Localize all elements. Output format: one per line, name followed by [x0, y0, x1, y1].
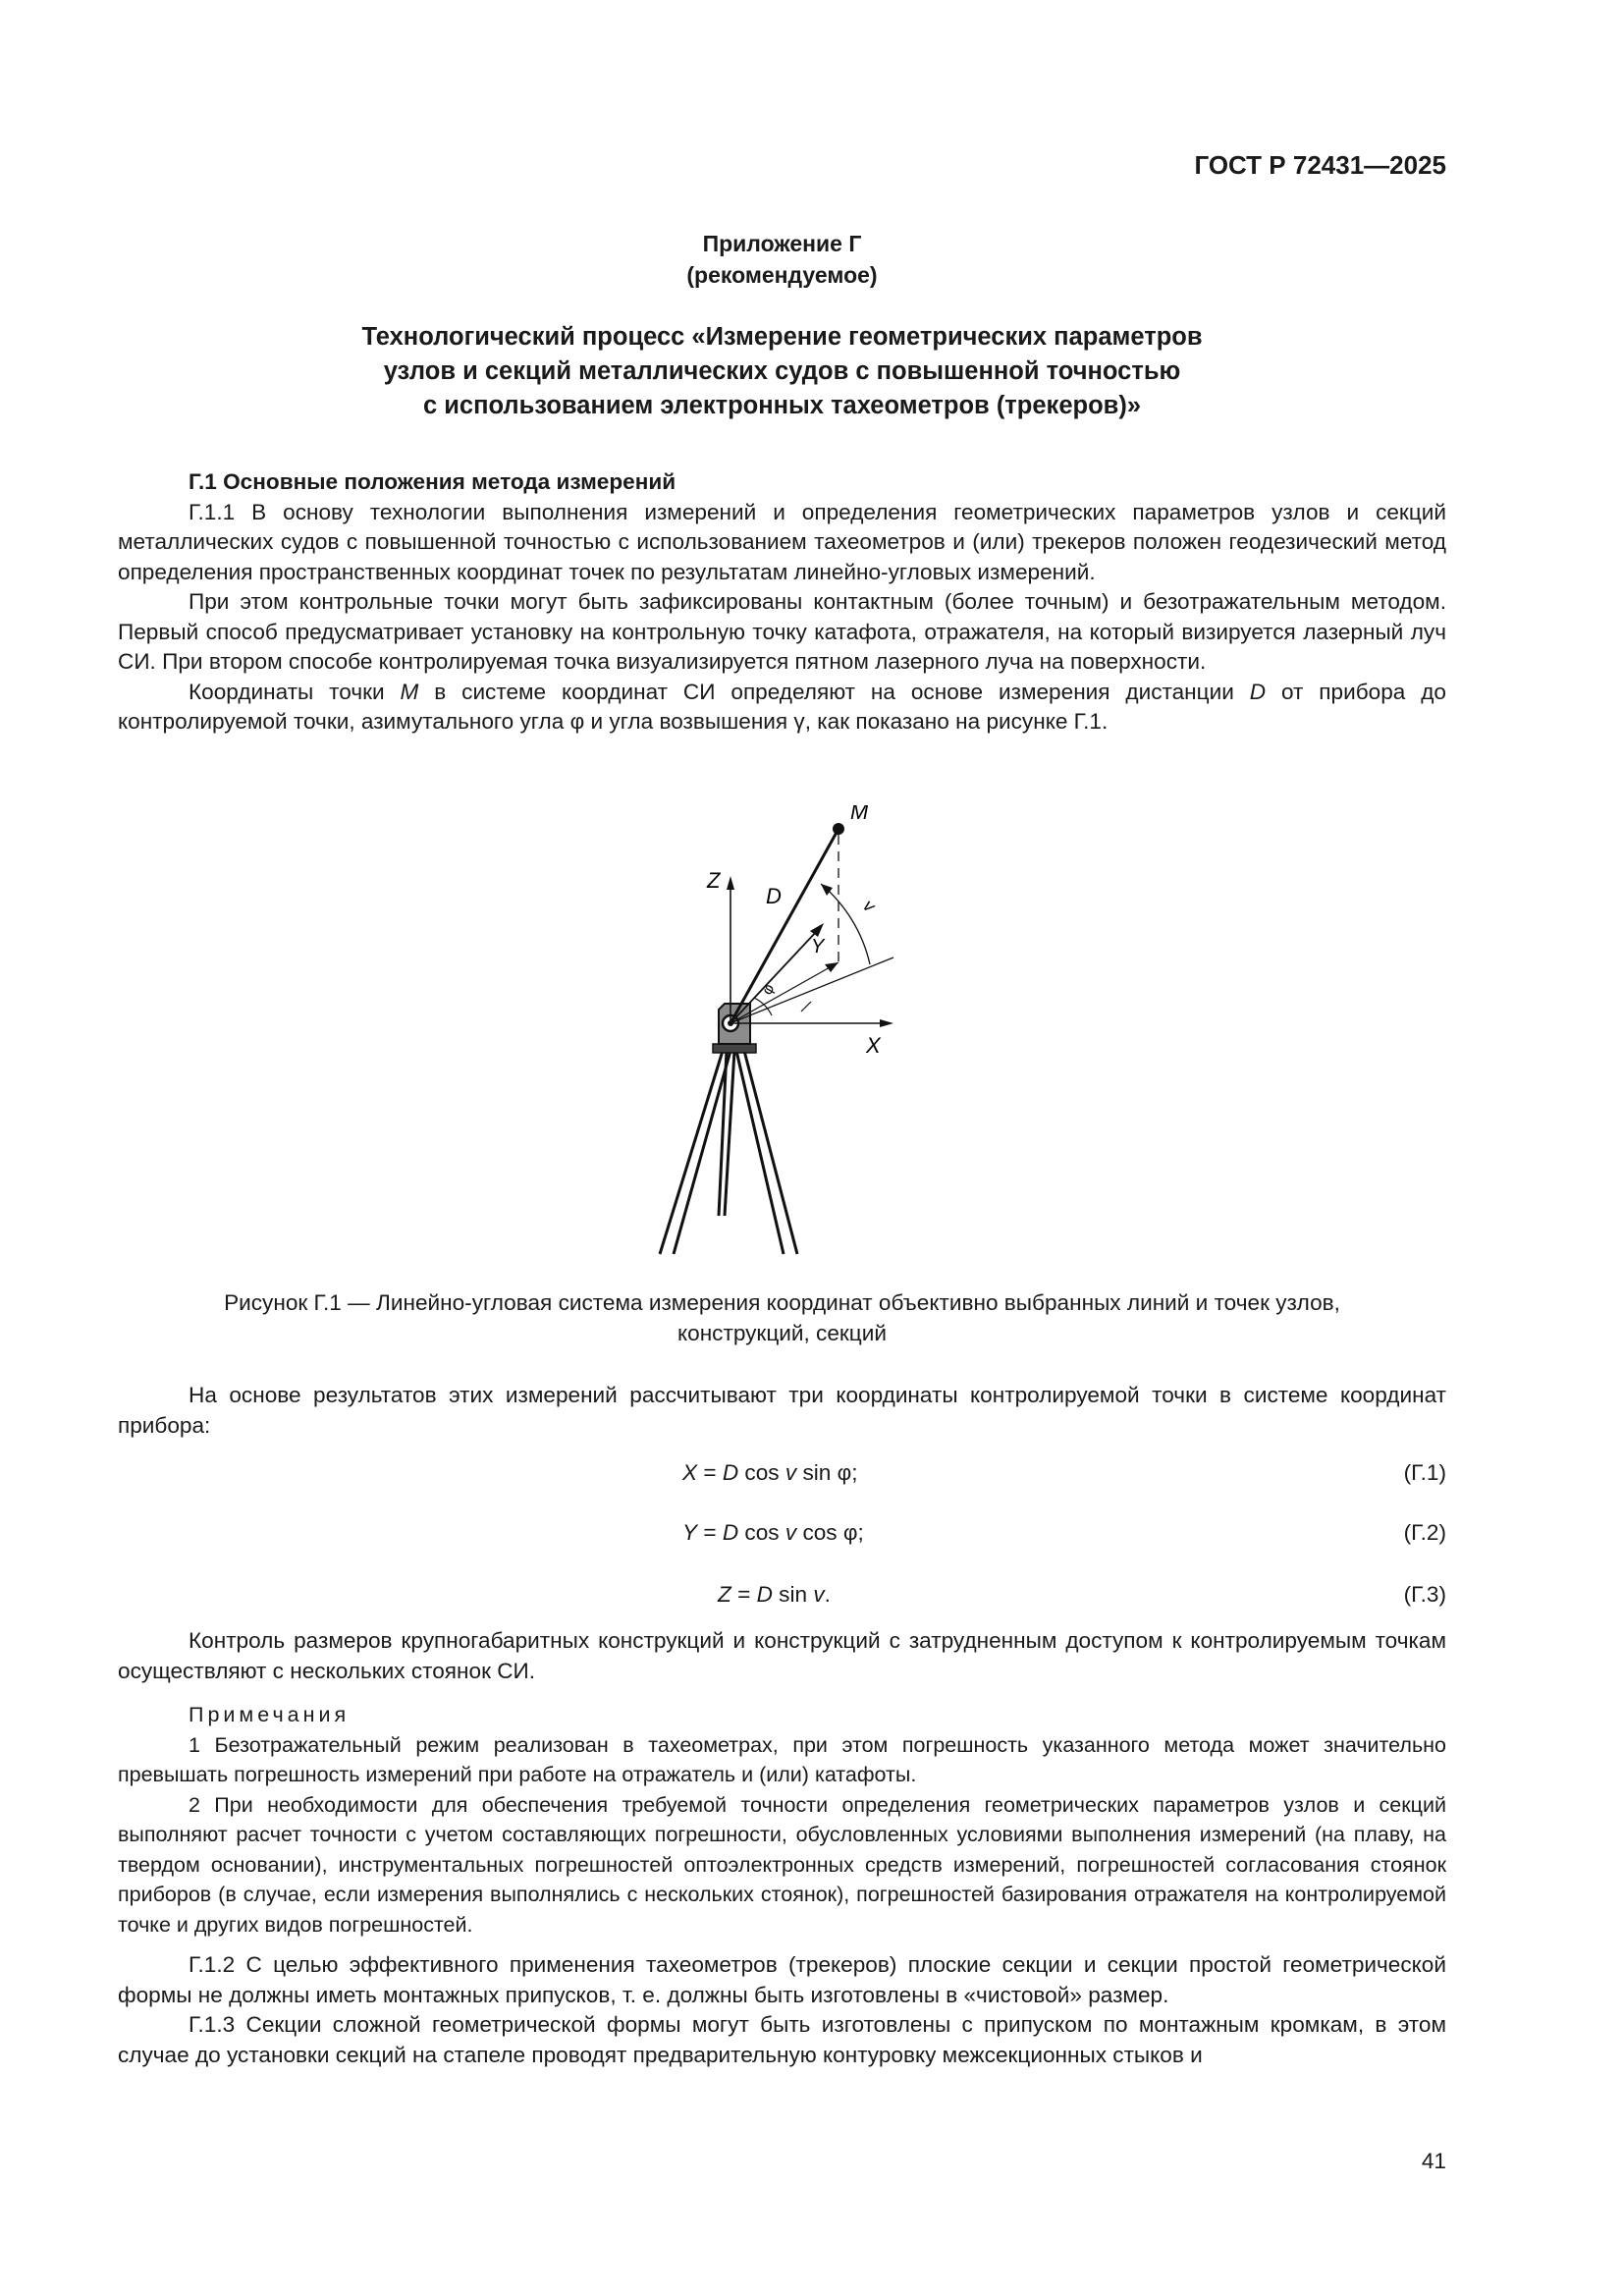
page-number: 41 [1421, 2149, 1446, 2173]
label-v: v [859, 895, 880, 916]
caption-line-2: конструкций, секций [677, 1320, 887, 1345]
notes-block [118, 1700, 1446, 1940]
label-x: X [866, 1033, 881, 1058]
paragraph-results: На основе результатов этих измерений рассчитывают три координаты контролируемой точки в системе координат прибора: [118, 1383, 1446, 1438]
figure-caption [118, 1288, 1446, 1348]
projection-arrowhead [825, 962, 839, 972]
equation-number-g2: (Г.2) [1403, 1520, 1446, 1545]
label-y: Y [811, 936, 825, 957]
paragraph-g1-2: Г.1.2 С целью эффективного применения тахеометров (трекеров) плоские секции и секции простой геометрической формы не должны иметь монтажных припусков, т. е. должны быть изготовлены в «чистовой» размер. [118, 1952, 1446, 2007]
horizontal-projection-line [730, 957, 893, 1023]
figure-total-station-diagram [628, 805, 943, 1277]
point-m [833, 823, 844, 835]
notes-heading: Примечания [189, 1703, 351, 1726]
z-axis-arrowhead [727, 876, 734, 890]
paragraph-control-points: При этом контрольные точки могут быть зафиксированы контактным (более точным) и безотражательным методом. Первый способ предусматривает установку на контрольную точку катафота, отражателя, на который визируется лазерный луч СИ. При втором способе контролируемая точка визуализируется пятном лазерного луча на поверхности. [118, 589, 1446, 674]
appendix-status: (рекомендуемое) [686, 262, 878, 288]
instrument-base [713, 1044, 756, 1053]
title-line-3: с использованием электронных тахеометров (трекеров)» [422, 392, 1142, 419]
equation-number-g3: (Г.3) [1403, 1582, 1446, 1607]
paragraph-control-block [118, 1626, 1446, 1686]
tick-mark [801, 1002, 811, 1011]
note-2: 2 При необходимости для обеспечения требуемой точности определения геометрических параметров узлов и секций выполняют расчет точности с учетом составляющих погрешности, обусловленных условиями выполнения измерений (на плаву, на твердом основании), инструментальных погрешностей оптоэлектронных средств измерений, погрешностей согласования стоянок приборов (в случае, если измерения выполнялись с нескольких стоянок), погрешностей базирования отражателя на контролируемой точке и других видов погрешностей. [118, 1792, 1446, 1937]
label-phi: φ [758, 981, 779, 998]
paragraphs-g1-2-g1-3 [118, 1950, 1446, 2070]
x-axis-arrowhead [880, 1019, 893, 1027]
paragraph-g1-1: Г.1.1 В основу технологии выполнения измерений и определения геометрических параметров узлов и секций металлических судов с повышенной точностью с использованием тахеометров и (или) трекеров положен геодезический метод определения пространственных координат точек по результатам линейно-угловых измерений. [118, 499, 1446, 584]
document-title [118, 320, 1446, 423]
paragraph-g1-3: Г.1.3 Секции сложной геометрической формы могут быть изготовлены с припуском по монтажным кромкам, в этом случае до установки секций на стапеле проводят предварительную контуровку межсекционных стыков и [118, 2012, 1446, 2067]
appendix-heading [118, 228, 1446, 291]
title-line-1: Технологический процесс «Измерение геометрических параметров [361, 323, 1203, 351]
caption-line-1: Рисунок Г.1 — Линейно-угловая система измерения координат объективно выбранных линий и точек узлов, [224, 1290, 1340, 1315]
equation-g3: Z = D sin v. [718, 1582, 831, 1607]
appendix-label: Приложение Г [702, 231, 862, 256]
paragraph-results-block [118, 1381, 1446, 1441]
tripod-leg-left-outer [660, 1051, 723, 1254]
standard-number: ГОСТ Р 72431—2025 [1194, 150, 1446, 180]
paragraph-control-sizes: Контроль размеров крупногабаритных конструкций и конструкций с затрудненным доступом к контролируемым точкам осуществляют с нескольких стоянок СИ. [118, 1628, 1446, 1683]
label-d: D [766, 884, 782, 908]
label-z: Z [707, 868, 721, 893]
equation-g1: X = D cos v sin φ; [682, 1460, 858, 1485]
tripod-leg-right-inner [736, 1051, 784, 1254]
note-1: 1 Безотражательный режим реализован в тахеометрах, при этом погрешность указанного метода может значительно превышать погрешность измерений при работе на отражатель и (или) катафоты. [118, 1732, 1446, 1786]
title-line-2: узлов и секций металлических судов с повышенной точностью [383, 357, 1181, 385]
y-axis-arrowhead [810, 923, 824, 937]
equation-g2: Y = D cos v cos φ; [682, 1520, 864, 1545]
section-g1 [118, 467, 1446, 738]
label-m: M [850, 805, 869, 824]
paragraph-coordinates: Координаты точки M в системе координат СИ определяют на основе измерения дистанции D от прибора до контролируемой точки, азимутального угла φ и угла возвышения γ, как показано на рисунке Г.1. [118, 679, 1446, 734]
equation-number-g1: (Г.1) [1403, 1460, 1446, 1485]
tripod-leg-right-outer [744, 1051, 797, 1254]
elevation-angle-arc [821, 884, 870, 964]
section-heading: Г.1 Основные положения метода измерений [189, 469, 676, 494]
